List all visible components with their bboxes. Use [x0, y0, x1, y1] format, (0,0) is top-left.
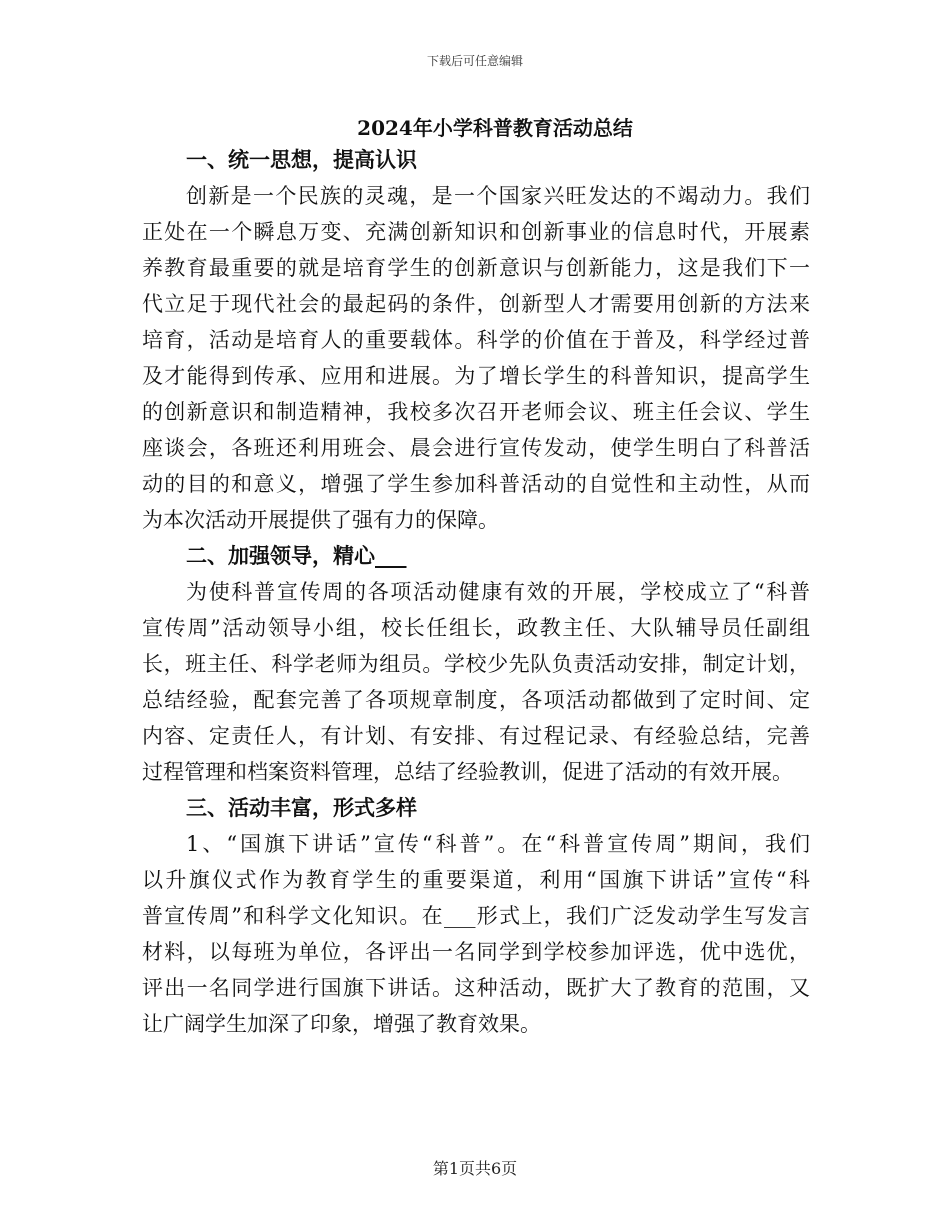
paragraph	[142, 574, 810, 790]
document-body	[142, 142, 810, 1042]
text-line: 过程管理和档案资料管理，总结了经验教训，促进了活动的有效开展。	[142, 760, 793, 784]
text-line: 内容、定责任人，有计划、有安排、有过程记录、有经验总结，完善	[142, 724, 810, 748]
document-title: 2024年小学科普教育活动总结	[357, 116, 633, 140]
text-line: 1、“国旗下讲话”宣传“科普”。在“科普宣传周”期间，我们	[186, 832, 810, 856]
page-number: 第1页共6页	[432, 1159, 518, 1178]
text-line: 养教育最重要的就是培育学生的创新意识与创新能力，这是我们下一	[142, 256, 810, 280]
section-heading: 三、活动丰富，形式多样	[186, 795, 417, 820]
text-line: 评出一名同学进行国旗下讲话。这种活动，既扩大了教育的范围，又	[142, 976, 810, 1000]
text-line: 代立足于现代社会的最起码的条件，创新型人才需要用创新的方法来	[142, 292, 810, 316]
text-line: 创新是一个民族的灵魂，是一个国家兴旺发达的不竭动力。我们	[186, 184, 810, 208]
paragraph	[142, 826, 810, 1042]
text-line: 宣传周”活动领导小组，校长任组长，政教主任、大队辅导员任副组	[142, 616, 810, 640]
text-line: 为本次活动开展提供了强有力的保障。	[142, 508, 499, 532]
section-heading: 一、统一思想，提高认识	[186, 147, 417, 172]
text-line: 以升旗仪式作为教育学生的重要渠道，利用“国旗下讲话”宣传“科	[142, 868, 810, 892]
text-line: 培育，活动是培育人的重要载体。科学的价值在于普及，科学经过普	[142, 328, 810, 352]
section-heading: 二、加强领导，精心___	[186, 543, 407, 568]
text-line: 及才能得到传承、应用和进展。为了增长学生的科普知识，提高学生	[142, 364, 810, 388]
text-line: 正处在一个瞬息万变、充满创新知识和创新事业的信息时代，开展素	[142, 220, 810, 244]
text-line: 长，班主任、科学老师为组员。学校少先队负责活动安排，制定计划，	[142, 652, 810, 676]
header-note: 下载后可任意编辑	[426, 54, 523, 68]
text-line: 总结经验，配套完善了各项规章制度，各项活动都做到了定时间、定	[142, 688, 810, 712]
text-line: 为使科普宣传周的各项活动健康有效的开展，学校成立了“科普	[186, 580, 810, 604]
paragraph	[142, 178, 810, 538]
text-line: 普宣传周”和科学文化知识。在___形式上，我们广泛发动学生写发言	[142, 904, 810, 928]
text-line: 让广阔学生加深了印象，增强了教育效果。	[142, 1012, 541, 1036]
text-line: 材料，以每班为单位，各评出一名同学到学校参加评选，优中选优，	[142, 940, 810, 964]
text-line: 座谈会，各班还利用班会、晨会进行宣传发动，使学生明白了科普活	[142, 436, 810, 460]
text-line: 的创新意识和制造精神，我校多次召开老师会议、班主任会议、学生	[142, 400, 810, 424]
text-line: 动的目的和意义，增强了学生参加科普活动的自觉性和主动性，从而	[142, 472, 810, 496]
